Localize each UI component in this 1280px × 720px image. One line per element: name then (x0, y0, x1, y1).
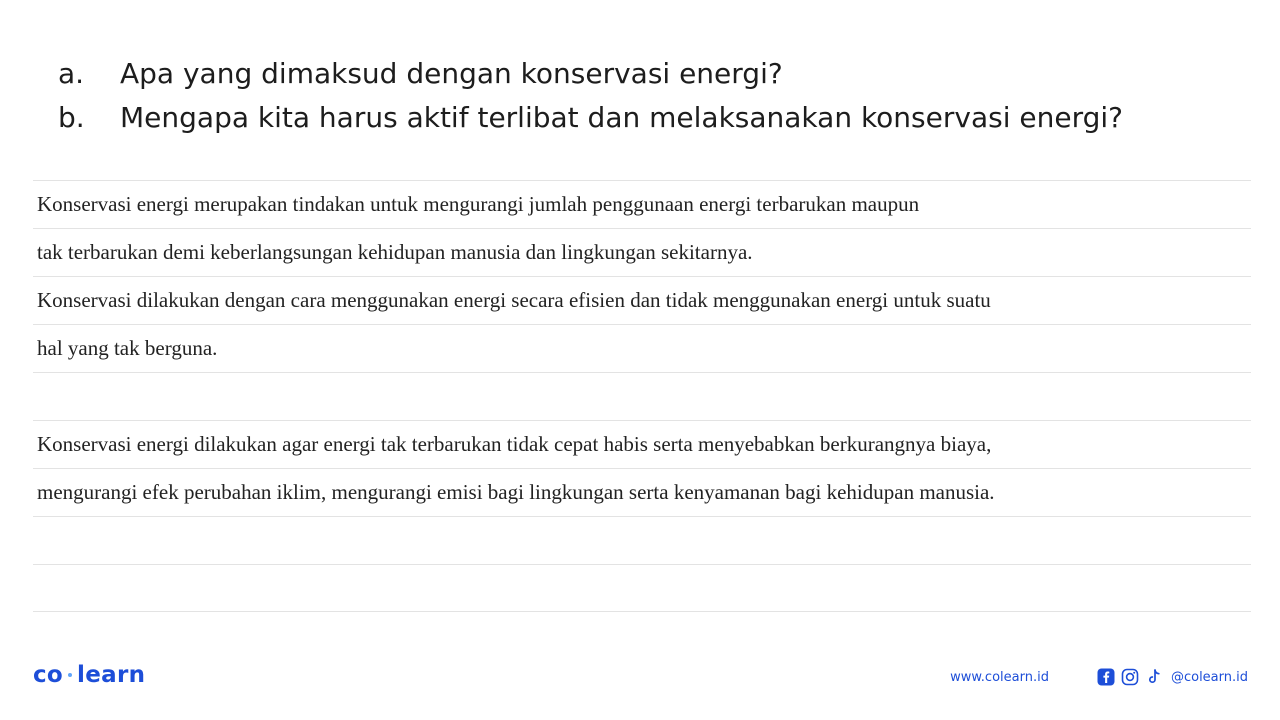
logo-part-learn: learn (77, 662, 146, 688)
answer-line: Konservasi energi dilakukan agar energi tak terbarukan tidak cepat habis serta menyebabkan berkurangnya biaya, (33, 420, 1251, 468)
answer-line: mengurangi efek perubahan iklim, mengurangi emisi bagi lingkungan serta kenyamanan bagi kehidupan manusia. (33, 468, 1251, 516)
facebook-icon[interactable] (1097, 668, 1115, 686)
answer-sheet (33, 180, 1251, 612)
answer-line (33, 372, 1251, 420)
logo-dot (68, 673, 72, 677)
question-text: Apa yang dimaksud dengan konservasi energi? (120, 57, 783, 90)
answer-line: Konservasi dilakukan dengan cara menggunakan energi secara efisien dan tidak menggunakan energi untuk suatu (33, 276, 1251, 324)
question-text: Mengapa kita harus aktif terlibat dan melaksanakan konservasi energi? (120, 101, 1124, 134)
logo-part-co: co (33, 662, 64, 688)
colearn-logo (33, 662, 145, 688)
answer-line: Konservasi energi merupakan tindakan untuk mengurangi jumlah penggunaan energi terbarukan maupun (33, 180, 1251, 228)
answer-line: tak terbarukan demi keberlangsungan kehidupan manusia dan lingkungan sekitarnya. (33, 228, 1251, 276)
question-b (58, 96, 1258, 140)
question-a (58, 52, 1258, 96)
tiktok-icon[interactable] (1145, 668, 1163, 686)
instagram-icon[interactable] (1121, 668, 1139, 686)
website-link[interactable]: www.colearn.id (950, 669, 1049, 685)
social-handle[interactable]: @colearn.id (1170, 669, 1248, 685)
footer-contact (950, 668, 1248, 686)
answer-line: hal yang tak berguna. (33, 324, 1251, 372)
answer-line (33, 516, 1251, 564)
answer-line (33, 564, 1251, 612)
question-block (58, 52, 1258, 140)
question-marker: b. (58, 101, 85, 134)
question-marker: a. (58, 57, 85, 90)
